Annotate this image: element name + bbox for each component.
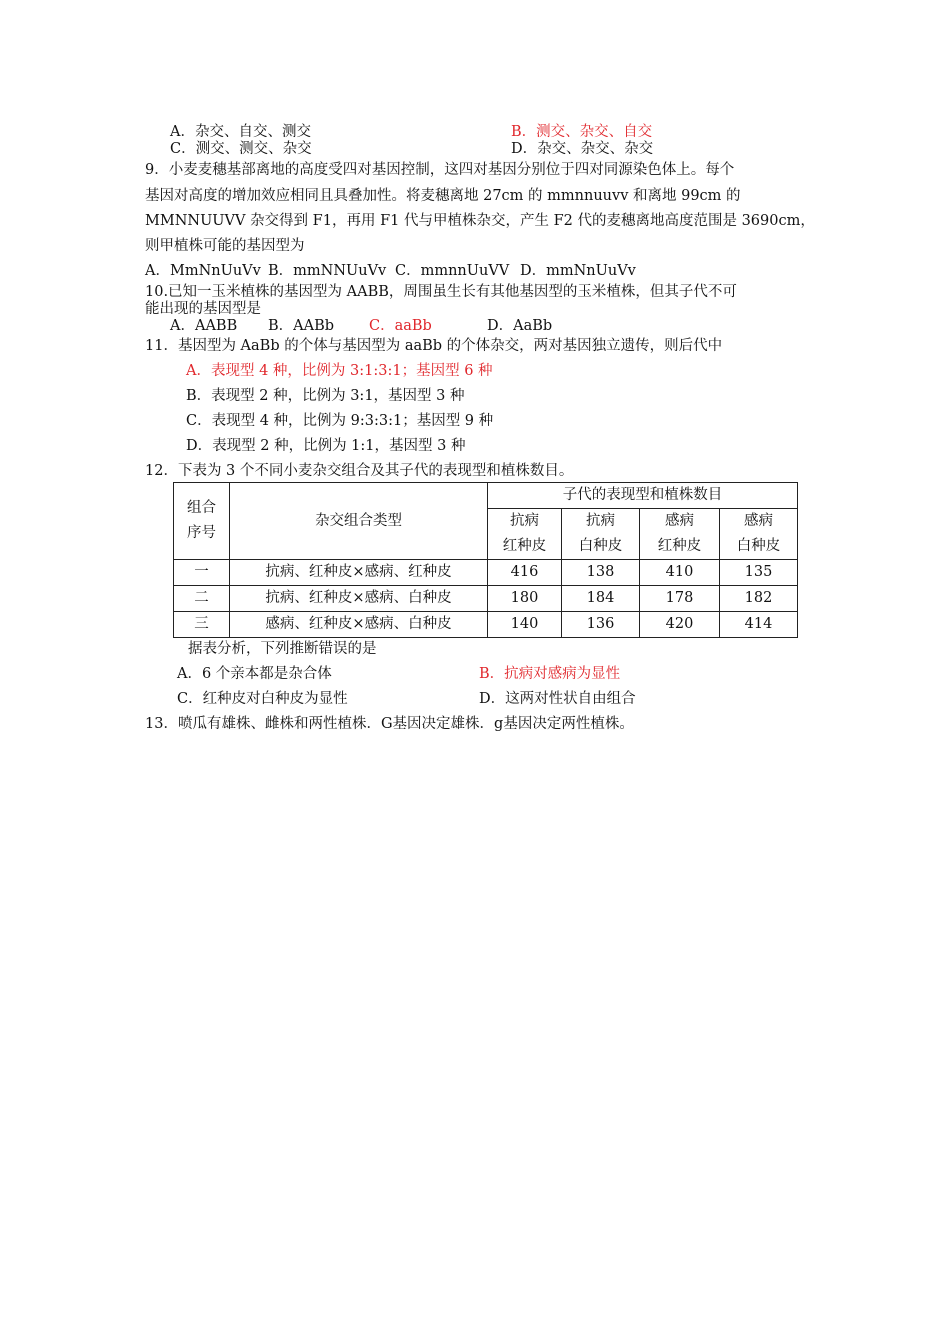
header-col-4-line-1: 感病 xyxy=(744,513,773,529)
row-value: 178 xyxy=(640,586,720,612)
header-col-1-line-2: 红种皮 xyxy=(502,538,547,554)
header-col-3 xyxy=(640,509,720,560)
header-group-number xyxy=(174,483,230,560)
header-col-2 xyxy=(562,509,640,560)
header-offspring: 子代的表现型和植株数目 xyxy=(488,483,798,509)
q9-option-d: D．mmNnUuVv xyxy=(520,263,636,279)
q11-stem: 11．基因型为 AaBb 的个体与基因型为 aaBb 的个体杂交，两对基因独立遗传，则后代中 xyxy=(145,338,723,354)
q9-stem-line-3: MMNNUUVV 杂交得到 F1，再用 F1 代与甲植株杂交，产生 F2 代的麦穗离地高度范围是 3690cm， xyxy=(145,213,815,229)
q10-option-b: B．AABb xyxy=(268,318,335,334)
q13-stem: 13．喷瓜有雄株、雌株和两性植株．G基因决定雄株．g基因决定两性植株。 xyxy=(145,716,634,732)
header-col-2-line-1: 抗病 xyxy=(586,513,615,529)
header-col-4 xyxy=(720,509,798,560)
q8-option-c: C．测交、测交、杂交 xyxy=(170,141,312,157)
header-cross-type: 杂交组合类型 xyxy=(230,483,488,560)
q8-option-d: D．杂交、杂交、杂交 xyxy=(511,141,654,157)
row-value: 140 xyxy=(488,612,562,638)
row-value: 180 xyxy=(488,586,562,612)
q10-option-c-answer: C．aaBb xyxy=(369,318,432,334)
q11-option-a-answer: A．表现型 4 种，比例为 3:1:3:1；基因型 6 种 xyxy=(186,363,493,379)
q11-option-b: B．表现型 2 种，比例为 3:1，基因型 3 种 xyxy=(186,388,465,404)
q8-option-b-answer: B．测交、杂交、自交 xyxy=(511,124,653,140)
q9-stem-line-2: 基因对高度的增加效应相同且具叠加性。将麦穗离地 27cm 的 mmnnuuvv 和离地 99cm 的 xyxy=(145,188,741,204)
table-row xyxy=(174,586,798,612)
row-cross: 感病、红种皮×感病、白种皮 xyxy=(230,612,488,638)
q9-stem-line-1: 9．小麦麦穗基部离地的高度受四对基因控制，这四对基因分别位于四对同源染色体上。每个 xyxy=(145,162,735,178)
row-value: 135 xyxy=(720,560,798,586)
row-value: 182 xyxy=(720,586,798,612)
row-value: 410 xyxy=(640,560,720,586)
header-group-line-2: 序号 xyxy=(187,525,216,541)
q9-option-a: A．MmNnUuVv xyxy=(145,263,261,279)
header-col-4-line-2: 白种皮 xyxy=(736,538,781,554)
q9-option-b: B．mmNNUuVv xyxy=(268,263,387,279)
table-row xyxy=(174,612,798,638)
row-cross: 抗病、红种皮×感病、白种皮 xyxy=(230,586,488,612)
row-value: 414 xyxy=(720,612,798,638)
header-col-3-line-1: 感病 xyxy=(665,513,694,529)
q10-stem-line-2: 能出现的基因型是 xyxy=(145,301,261,317)
q12-option-c: C．红种皮对白种皮为显性 xyxy=(177,691,348,707)
row-id: 三 xyxy=(174,612,230,638)
q9-option-c: C．mmnnUuVV xyxy=(395,263,510,279)
q12-option-d: D．这两对性状自由组合 xyxy=(479,691,636,707)
row-value: 416 xyxy=(488,560,562,586)
header-col-3-line-2: 红种皮 xyxy=(657,538,702,554)
row-id: 一 xyxy=(174,560,230,586)
row-id: 二 xyxy=(174,586,230,612)
header-group-line-1: 组合 xyxy=(187,500,216,516)
row-cross: 抗病、红种皮×感病、红种皮 xyxy=(230,560,488,586)
row-value: 138 xyxy=(562,560,640,586)
row-value: 136 xyxy=(562,612,640,638)
q12-stem: 12．下表为 3 个不同小麦杂交组合及其子代的表现型和植株数目。 xyxy=(145,463,574,479)
header-col-1-line-1: 抗病 xyxy=(510,513,539,529)
table-row xyxy=(174,560,798,586)
row-value: 184 xyxy=(562,586,640,612)
cross-results-table xyxy=(173,482,798,638)
q8-option-a: A．杂交、自交、测交 xyxy=(170,124,311,140)
header-col-2-line-2: 白种皮 xyxy=(578,538,623,554)
q11-option-d: D．表现型 2 种，比例为 1:1，基因型 3 种 xyxy=(186,438,466,454)
q10-option-a: A．AABB xyxy=(170,318,238,334)
q12-analysis: 据表分析，下列推断错误的是 xyxy=(188,641,377,657)
row-value: 420 xyxy=(640,612,720,638)
q12-option-a: A．6 个亲本都是杂合体 xyxy=(177,666,332,682)
header-col-1 xyxy=(488,509,562,560)
q11-option-c: C．表现型 4 种，比例为 9:3:3:1；基因型 9 种 xyxy=(186,413,494,429)
q9-stem-line-4: 则甲植株可能的基因型为 xyxy=(145,238,305,254)
q10-option-d: D．AaBb xyxy=(487,318,553,334)
q10-stem-line-1: 10.已知一玉米植株的基因型为 AABB，周围虽生长有其他基因型的玉米植株，但其子代不可 xyxy=(145,284,737,300)
q12-option-b-answer: B．抗病对感病为显性 xyxy=(479,666,621,682)
